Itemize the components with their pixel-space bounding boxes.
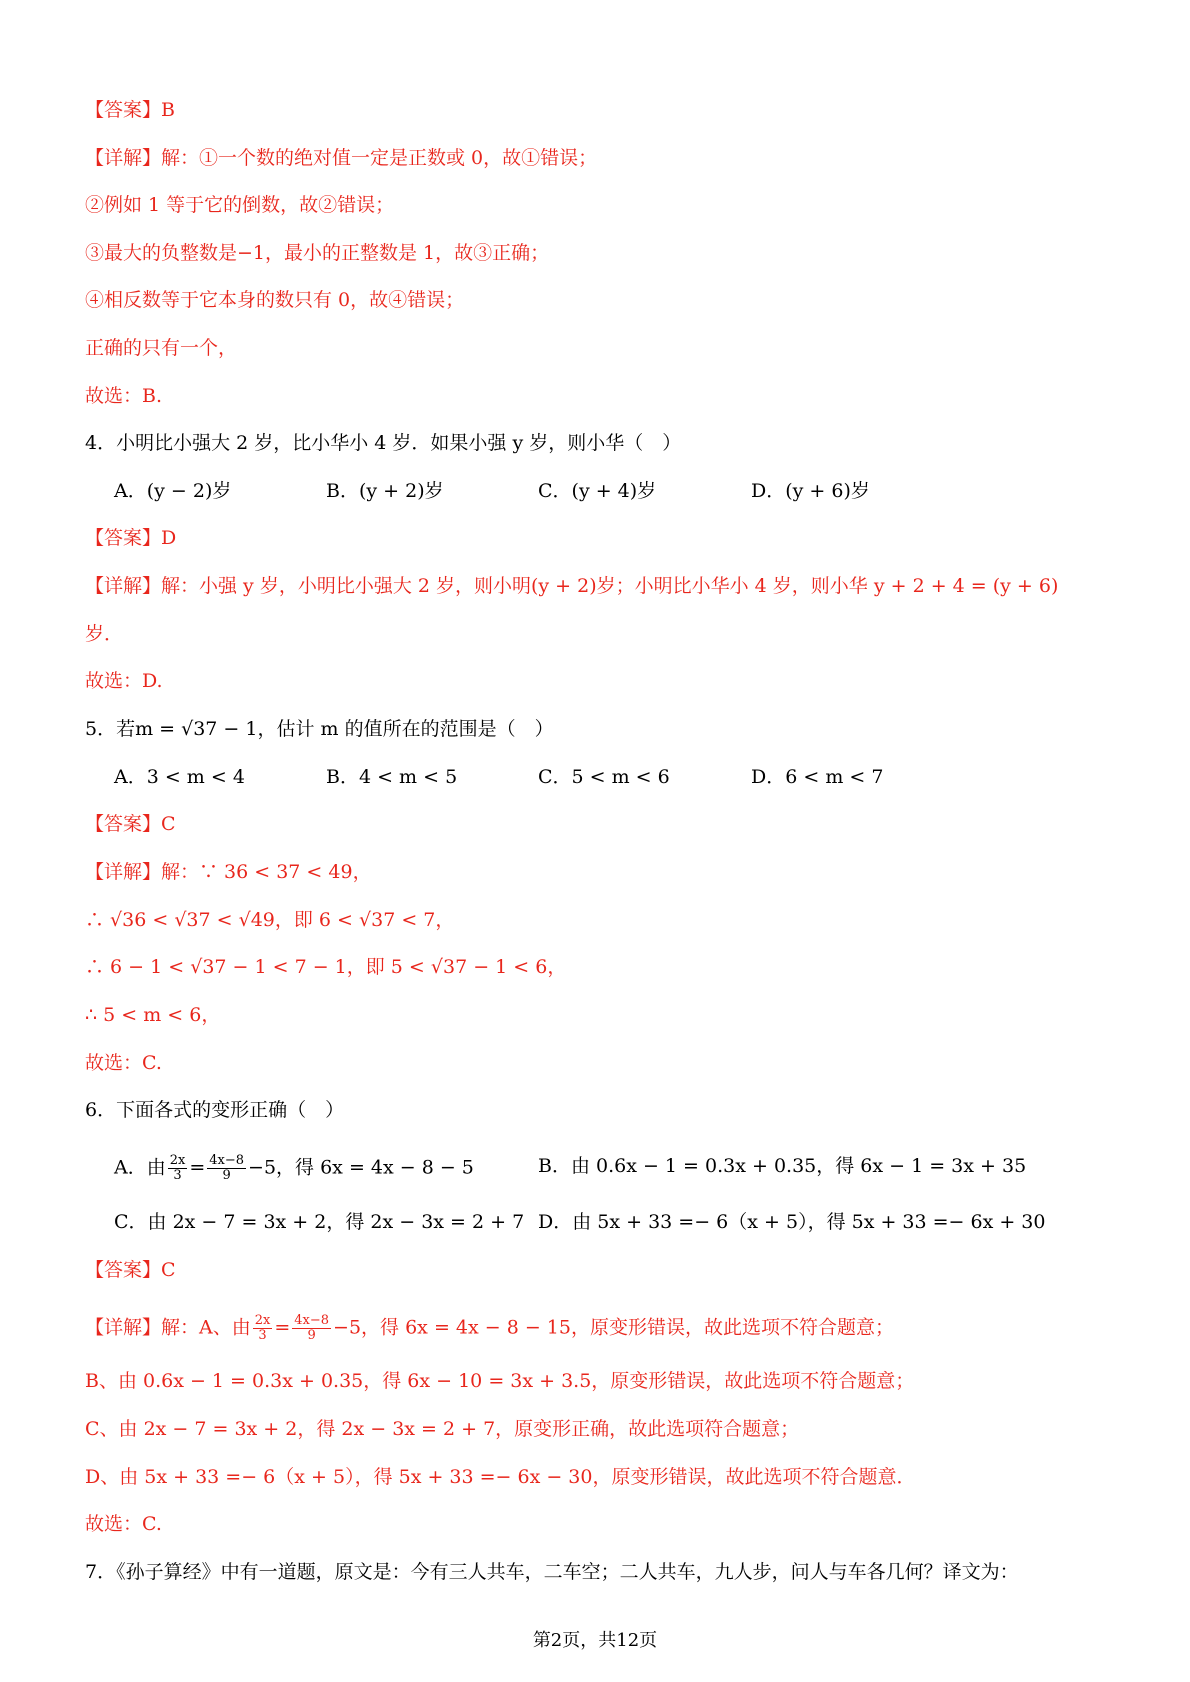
- fraction-denominator: 9: [222, 1168, 231, 1183]
- detail-a-fraction-2: [292, 1314, 331, 1343]
- q4-option-d: D．(y + 6)岁: [751, 480, 870, 502]
- fraction-numerator: 2x: [169, 1153, 186, 1168]
- fraction-denominator: 3: [258, 1328, 267, 1343]
- equals-sign: =: [274, 1316, 291, 1339]
- page-footer: 第2页，共12页: [532, 1630, 658, 1651]
- detail-line-q5-2: ∴ √36 < √37 < √49，即 6 < √37 < 7，: [85, 909, 455, 931]
- detail-line-q6-2: B、由 0.6x − 1 = 0.3x + 0.35，得 6x − 10 = 3x + 3.5，原变形错误，故此选项不符合题意；: [85, 1370, 915, 1392]
- q6-option-a: [114, 1154, 474, 1183]
- q5-option-d: D．6 < m < 7: [751, 766, 884, 788]
- q6-option-c: C．由 2x − 7 = 3x + 2，得 2x − 3x = 2 + 7: [114, 1211, 525, 1233]
- q4-option-a: A．(y − 2)岁: [114, 480, 232, 502]
- detail-line-q3-1: 【详解】解：①一个数的绝对值一定是正数或 0，故①错误；: [85, 147, 598, 169]
- fraction-numerator: 2x: [254, 1313, 271, 1328]
- detail-line-q6-3: C、由 2x − 7 = 3x + 2，得 2x − 3x = 2 + 7，原变形正确，故此选项符合题意；: [85, 1418, 800, 1440]
- detail-line-q6-1: [85, 1314, 894, 1343]
- detail-line-q3-3: ③最大的负整数是−1，最小的正整数是 1，故③正确；: [85, 242, 550, 264]
- detail-line-q5-3: ∴ 6 − 1 < √37 − 1 < 7 − 1，即 5 < √37 − 1 < 6，: [85, 956, 567, 978]
- q6-option-a-fraction-2: [207, 1154, 246, 1183]
- q4-option-c: C．(y + 4)岁: [538, 480, 657, 502]
- detail-line-q5-4: ∴ 5 < m < 6，: [85, 1004, 221, 1026]
- q5-option-a: A．3 < m < 4: [114, 766, 245, 788]
- q5-option-b: B．4 < m < 5: [326, 766, 458, 788]
- q6-option-a-fraction-1: [168, 1154, 188, 1183]
- q6-option-d: D．由 5x + 33 =− 6（x + 5），得 5x + 33 =− 6x + 30: [538, 1211, 1046, 1233]
- detail-line-q3-6: 故选：B.: [85, 385, 163, 407]
- detail-line-q6-4: D、由 5x + 33 =− 6（x + 5），得 5x + 33 =− 6x − 30，原变形错误，故此选项不符合题意．: [85, 1466, 916, 1488]
- detail-line-q3-4: ④相反数等于它本身的数只有 0，故④错误；: [85, 289, 465, 311]
- detail-a-suffix: −5，得 6x = 4x − 8 − 15，原变形错误，故此选项不符合题意；: [333, 1316, 894, 1339]
- q6-option-a-suffix: −5，得 6x = 4x − 8 − 5: [248, 1156, 474, 1179]
- detail-a-prefix: 【详解】解：A、由: [85, 1316, 251, 1339]
- question-6-stem: 6．下面各式的变形正确（ ）: [85, 1099, 345, 1121]
- detail-line-q4-1: 【详解】解：小强 y 岁，小明比小强大 2 岁，则小明(y + 2)岁；小明比小华小 4 岁，则小华 y + 2 + 4 = (y + 6): [85, 575, 1059, 597]
- q5-option-c: C．5 < m < 6: [538, 766, 670, 788]
- detail-line-q3-5: 正确的只有一个，: [85, 337, 238, 359]
- detail-line-q5-1: 【详解】解：∵ 36 < 37 < 49，: [85, 861, 372, 883]
- equals-sign: =: [189, 1156, 206, 1179]
- detail-a-fraction-1: [253, 1314, 273, 1343]
- answer-label-q5: 【答案】C: [85, 813, 176, 835]
- question-7-stem: 7．《孙子算经》中有一道题，原文是：今有三人共车，二车空；二人共车，九人步，问人与车各几何？译文为：: [85, 1561, 1019, 1583]
- answer-label-q4: 【答案】D: [85, 527, 177, 549]
- q6-option-b: B．由 0.6x − 1 = 0.3x + 0.35，得 6x − 1 = 3x + 35: [538, 1155, 1027, 1177]
- answer-label-q6: 【答案】C: [85, 1259, 176, 1281]
- fraction-denominator: 3: [173, 1168, 182, 1183]
- detail-line-q5-5: 故选：C.: [85, 1052, 162, 1074]
- question-5-stem: 5．若m = √37 − 1，估计 m 的值所在的范围是（ ）: [85, 718, 554, 740]
- detail-line-q6-5: 故选：C.: [85, 1513, 162, 1535]
- answer-label-q3: 【答案】B: [85, 99, 175, 121]
- fraction-numerator: 4x−8: [209, 1153, 245, 1168]
- detail-line-q4-2: 岁．: [85, 623, 124, 645]
- q6-option-a-prefix: A．由: [114, 1156, 166, 1179]
- fraction-denominator: 9: [307, 1328, 316, 1343]
- detail-line-q4-3: 故选：D.: [85, 670, 163, 692]
- fraction-numerator: 4x−8: [294, 1313, 330, 1328]
- detail-line-q3-2: ②例如 1 等于它的倒数，故②错误；: [85, 194, 395, 216]
- q4-option-b: B．(y + 2)岁: [326, 480, 444, 502]
- question-4-stem: 4．小明比小强大 2 岁，比小华小 4 岁．如果小强 y 岁，则小华（ ）: [85, 432, 682, 454]
